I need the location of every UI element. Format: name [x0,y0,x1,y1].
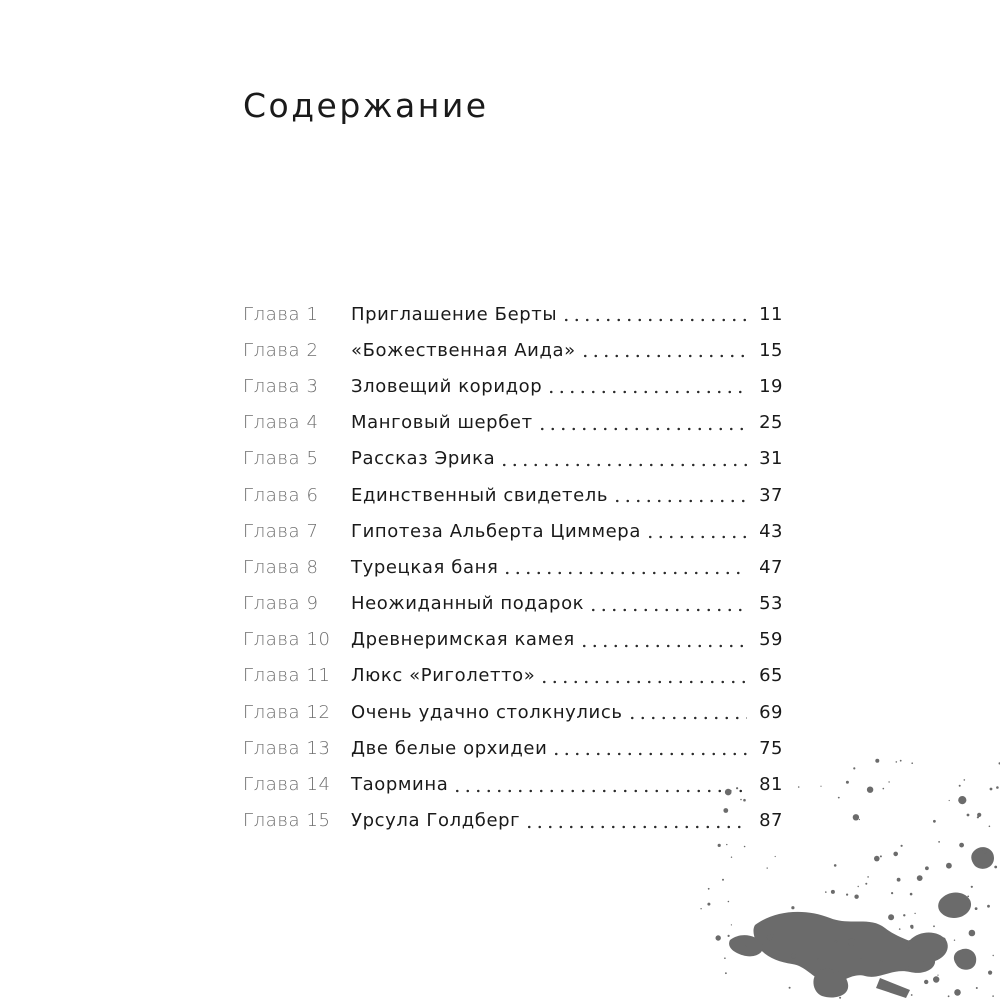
toc-chapter-label: Глава 7 [243,520,319,542]
toc-dot-leader [579,644,747,648]
toc-chapter-title: Неожиданный подарок [351,593,585,615]
toc-chapter-label: Глава 5 [243,448,319,470]
toc-dot-leader [588,608,747,612]
page-title: Содержание [243,86,489,125]
toc-chapter-title: Манговый шербет [351,412,533,434]
toc-row [243,622,783,658]
toc-page-number: 69 [759,701,783,723]
toc-page-number: 11 [759,303,783,325]
toc-row [243,332,783,368]
toc-page-number: 87 [759,810,783,832]
toc-chapter-title: Древнеримская камея [351,629,575,651]
toc-page-number: 75 [759,737,783,759]
toc-chapter-label: Глава 8 [243,556,319,578]
toc-chapter-title: Люкс «Риголетто» [351,665,536,687]
toc-chapter-title: Очень удачно столкнулись [351,701,623,723]
toc-page-number: 43 [759,520,783,542]
toc-dot-leader [580,354,747,358]
toc-dot-leader [627,716,747,720]
toc-chapter-label: Глава 9 [243,593,319,615]
toc-chapter-title: Приглашение Берты [351,303,558,325]
toc-chapter-label: Глава 6 [243,484,319,506]
toc-chapter-label: Глава 4 [243,412,319,434]
toc-dot-leader [612,499,747,503]
toc-chapter-label: Глава 11 [243,665,331,687]
toc-page-number: 81 [759,774,783,796]
toc-chapter-title: Рассказ Эрика [351,448,496,470]
toc-row [243,477,783,513]
toc-row [243,549,783,585]
toc-chapter-label: Глава 2 [243,339,319,361]
toc-page-number: 37 [759,484,783,506]
toc-chapter-label: Глава 3 [243,375,319,397]
toc-chapter-title: Урсула Голдберг [351,810,521,832]
toc-page-number: 47 [759,556,783,578]
toc-row [243,441,783,477]
toc-page-number: 53 [759,593,783,615]
toc-chapter-title: Таормина [351,774,449,796]
toc-dot-leader [537,427,747,431]
toc-chapter-label: Глава 12 [243,701,331,723]
toc-page-number: 59 [759,629,783,651]
toc-row [243,513,783,549]
toc-row [243,296,783,332]
toc-page-number: 65 [759,665,783,687]
toc-chapter-title: «Божественная Аида» [351,339,576,361]
toc-chapter-title: Единственный свидетель [351,484,609,506]
toc-page-number: 31 [759,448,783,470]
toc-chapter-title: Зловещий коридор [351,375,543,397]
toc-page-number: 19 [759,375,783,397]
toc-page-number: 15 [759,339,783,361]
toc-row [243,658,783,694]
ink-splash-icon [580,737,1000,1000]
toc-dot-leader [502,571,747,575]
toc-chapter-title: Две белые орхидеи [351,737,548,759]
toc-chapter-label: Глава 15 [243,810,331,832]
toc-chapter-label: Глава 1 [243,303,319,325]
toc-dot-leader [645,535,747,539]
toc-dot-leader [499,463,747,467]
toc-row [243,368,783,404]
toc-page-number: 25 [759,412,783,434]
toc-chapter-label: Глава 13 [243,737,331,759]
toc-chapter-label: Глава 10 [243,629,331,651]
toc-dot-leader [539,680,747,684]
toc-row [243,586,783,622]
toc-dot-leader [561,318,747,322]
toc-row [243,694,783,730]
toc-chapter-label: Глава 14 [243,774,331,796]
toc-row [243,405,783,441]
toc-chapter-title: Турецкая баня [351,556,499,578]
toc-dot-leader [546,390,747,394]
toc-chapter-title: Гипотеза Альберта Циммера [351,520,641,542]
